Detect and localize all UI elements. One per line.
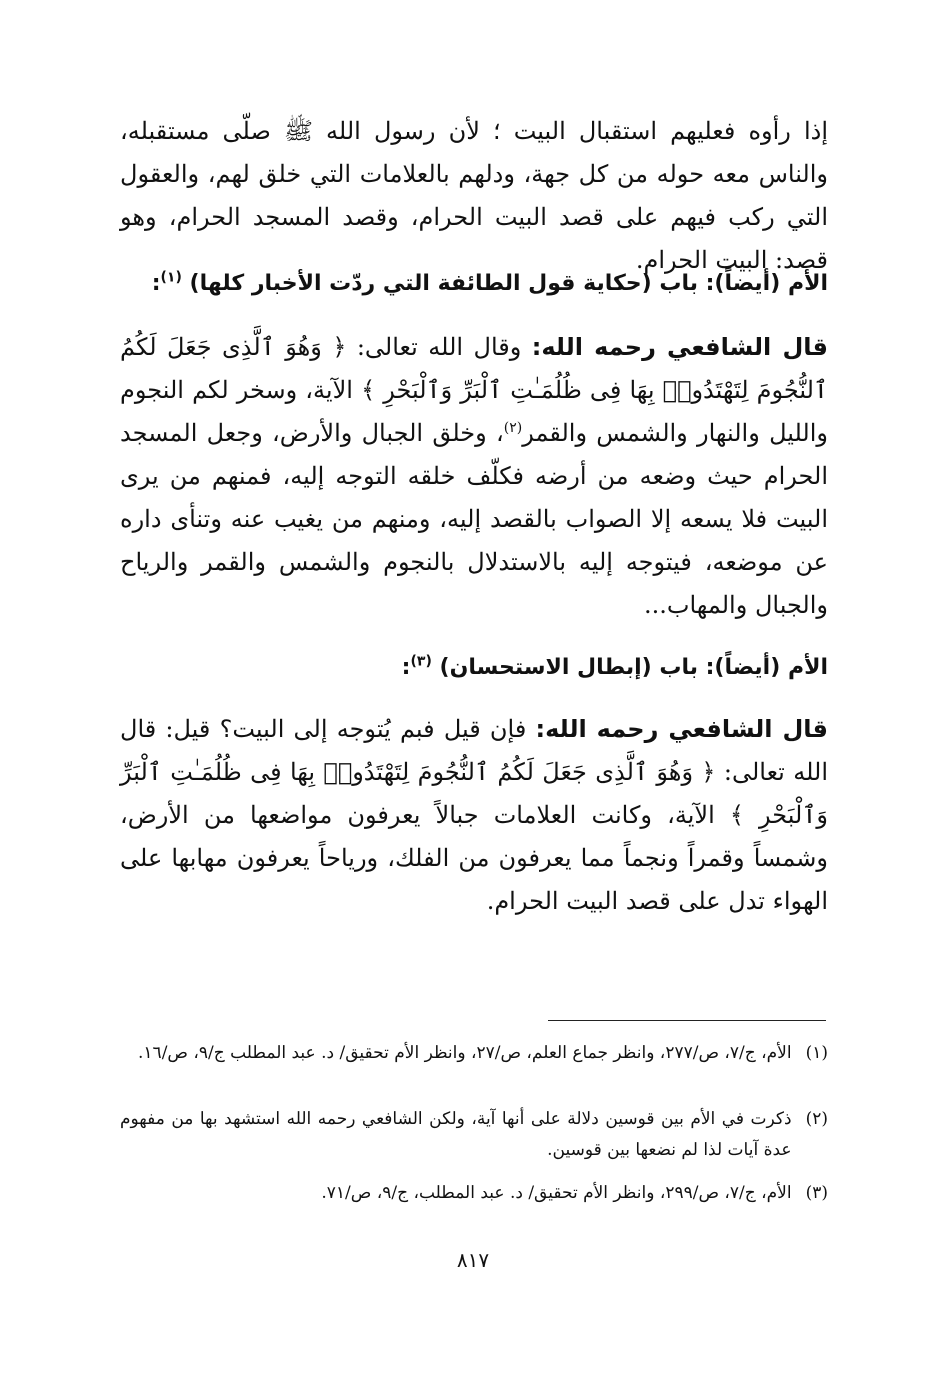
footnote-3 bbox=[120, 1178, 828, 1209]
footnote-text: ذكرت في الأم بين قوسين دلالة على أنها آية، ولكن الشافعي رحمه الله استشهد بها من مفهوم عدة آيات لذا لم نضعها بين قوسين. bbox=[120, 1109, 792, 1160]
section-heading-2 bbox=[120, 648, 828, 688]
quran-verse: ﴿ وَهُوَ ٱلَّذِى جَعَلَ لَكُمُ ٱلنُّجُومَ لِتَهْتَدُوا۟ بِهَا فِى ظُلُمَـٰتِ ٱلْبَرِّ وَٱلْبَحْرِ ﴾ bbox=[120, 333, 828, 404]
paragraph-3 bbox=[120, 708, 828, 923]
footnote-text: الأم، ج/٧، ص/٢٩٩، وانظر الأم تحقيق/ د. عبد المطلب، ج/٩، ص/٧١. bbox=[321, 1183, 792, 1203]
paragraph-2-part-c: ، وخلق الجبال والأرض، وجعل المسجد الحرام حيث وضعه من أرضه فكلّف خلقه التوجه إليه، فمنهم من يرى البيت فلا يسعه إلا الصواب بالقصد إليه، ومنهم من يغيب عنه وتنأى داره عن موضعه، فيتوجه إليه بالاستدلال بالنجوم والشمس والقمر والرياح والجبال والمهاب... bbox=[120, 419, 828, 619]
footnote-ref-3[interactable]: (٣) bbox=[410, 653, 432, 670]
paragraph-2 bbox=[120, 326, 828, 627]
footnote-number: (٢) bbox=[805, 1109, 828, 1129]
heading-1-colon: : bbox=[151, 271, 161, 296]
paragraph-3-part-a: فإن قيل فبم يُتوجه إلى البيت؟ قيل: قال الله تعالى: bbox=[120, 715, 828, 786]
footnote-1 bbox=[120, 1038, 828, 1069]
paragraph-3-part-b: الآية، وكانت العلامات جبالاً يعرفون مواضعها من الأرض، وشمساً وقمراً ونجماً مما يعرفون من الفلك، ورياحاً يعرفون مهابها على الهواء تدل على قصد البيت الحرام. bbox=[120, 801, 828, 915]
speaker-lead: قال الشافعي رحمه الله: bbox=[531, 333, 829, 361]
footnote-number: (١) bbox=[805, 1043, 828, 1063]
paragraph-1-text: إذا رأوه فعليهم استقبال البيت ؛ لأن رسول الله ﷺ صلّى مستقبله، والناس معه حوله من كل جهة، ودلهم بالعلامات التي خلق لهم، والعقول التي ركب فيهم على قصد البيت الحرام، وقصد المسجد الحرام، وهو قصد: البيت الحرام. bbox=[120, 117, 829, 274]
footnote-ref-2[interactable]: (٢) bbox=[503, 420, 523, 436]
footnote-ref-1[interactable]: (١) bbox=[160, 269, 182, 286]
quran-verse: ﴿ وَهُوَ ٱلَّذِى جَعَلَ لَكُمُ ٱلنُّجُومَ لِتَهْتَدُوا۟ بِهَا فِى ظُلُمَـٰتِ ٱلْبَرِّ وَٱلْبَحْرِ ﴾ bbox=[120, 758, 828, 829]
page-number: ٨١٧ bbox=[456, 1248, 490, 1272]
heading-2-text: الأم (أيضاً): باب (إبطال الاستحسان) bbox=[439, 655, 828, 680]
footnote-2 bbox=[120, 1104, 828, 1166]
paragraph-1 bbox=[120, 110, 828, 282]
footnote-divider bbox=[548, 1020, 826, 1021]
heading-1-text: الأم (أيضاً): باب (حكاية قول الطائفة التي ردّت الأخبار كلها) bbox=[189, 271, 828, 296]
footnote-number: (٣) bbox=[805, 1183, 828, 1203]
heading-2-colon: : bbox=[401, 655, 411, 680]
footnote-text: الأم، ج/٧، ص/٢٧٧، وانظر جماع العلم، ص/٢٧، وانظر الأم تحقيق/ د. عبد المطلب ج/٩، ص/١٦. bbox=[138, 1043, 792, 1063]
speaker-lead: قال الشافعي رحمه الله: bbox=[535, 715, 829, 743]
paragraph-2-part-a: وقال الله تعالى: bbox=[346, 333, 532, 361]
section-heading-1 bbox=[120, 264, 828, 304]
paragraph-2-part-b: الآية، وسخر لكم النجوم والليل والنهار والشمس والقمر bbox=[120, 376, 828, 447]
